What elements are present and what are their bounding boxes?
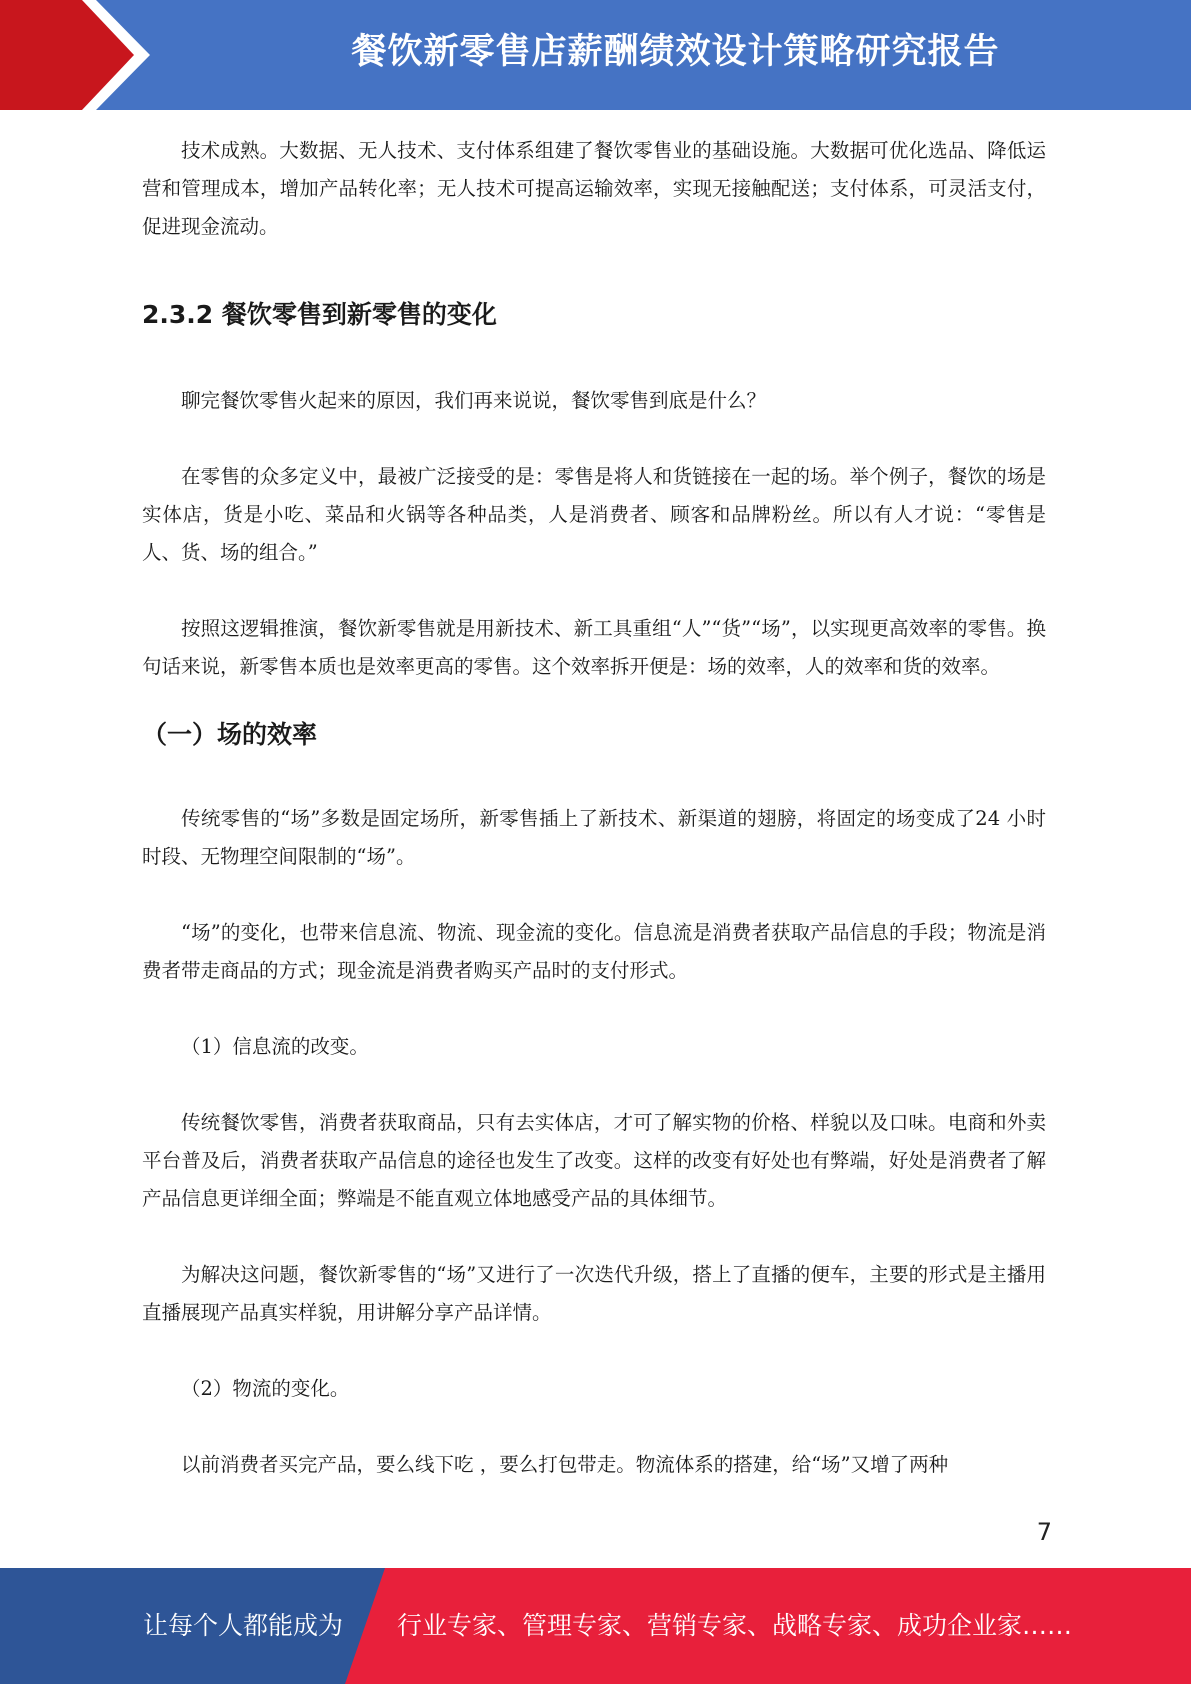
paragraph: 传统零售的“场”多数是固定场所，新零售插上了新技术、新渠道的翅膀，将固定的场变成了24 小时时段、无物理空间限制的“场”。 (142, 807, 1046, 868)
paragraph: 为解决这问题，餐饮新零售的“场”又进行了一次迭代升级，搭上了直播的便车，主要的形式是主播用直播展现产品真实样貌，用讲解分享产品详情。 (142, 1263, 1046, 1324)
paragraph: 以前消费者买完产品，要么线下吃 ，要么打包带走。物流体系的搭建，给“场”又增了两种 (181, 1453, 949, 1476)
subsection-heading: （一）场的效率 (142, 720, 318, 749)
page-number: 7 (1036, 1518, 1052, 1546)
document-body (142, 132, 1046, 1484)
paragraph: 技术成熟。大数据、无人技术、支付体系组建了餐饮零售业的基础设施。大数据可优化选品、降低运营和管理成本，增加产品转化率；无人技术可提高运输效率，实现无接触配送；支付体系，可灵活支付，促进现金流动。 (142, 139, 1046, 238)
page-header (0, 0, 1191, 110)
footer-slogan-left: 让每个人都能成为 (143, 1611, 344, 1640)
page-footer (0, 1568, 1191, 1684)
list-item-heading: （1）信息流的改变。 (181, 1035, 369, 1058)
paragraph: 聊完餐饮零售火起来的原因，我们再来说说，餐饮零售到底是什么？ (181, 389, 767, 412)
section-heading: 2.3.2 餐饮零售到新零售的变化 (142, 300, 497, 329)
list-item-heading: （2）物流的变化。 (181, 1377, 350, 1400)
header-title: 餐饮新零售店薪酬绩效设计策略研究报告 (351, 32, 1000, 72)
footer-slogan-right: 行业专家、管理专家、营销专家、战略专家、成功企业家…… (397, 1611, 1073, 1640)
paragraph: 传统餐饮零售，消费者获取商品，只有去实体店，才可了解实物的价格、样貌以及口味。电商和外卖平台普及后，消费者获取产品信息的途径也发生了改变。这样的改变有好处也有弊端，好处是消费者了解产品信息更详细全面；弊端是不能直观立体地感受产品的具体细节。 (142, 1111, 1046, 1210)
paragraph: “场”的变化，也带来信息流、物流、现金流的变化。信息流是消费者获取产品信息的手段；物流是消费者带走商品的方式；现金流是消费者购买产品时的支付形式。 (142, 921, 1046, 982)
paragraph: 在零售的众多定义中，最被广泛接受的是：零售是将人和货链接在一起的场。举个例子，餐饮的场是实体店，货是小吃、菜品和火锅等各种品类，人是消费者、顾客和品牌粉丝。所以有人才说：“零售是人、货、场的组合。” (142, 465, 1046, 564)
paragraph: 按照这逻辑推演，餐饮新零售就是用新技术、新工具重组“人”“货”“场”，以实现更高效率的零售。换句话来说，新零售本质也是效率更高的零售。这个效率拆开便是：场的效率，人的效率和货的效率。 (142, 617, 1046, 678)
